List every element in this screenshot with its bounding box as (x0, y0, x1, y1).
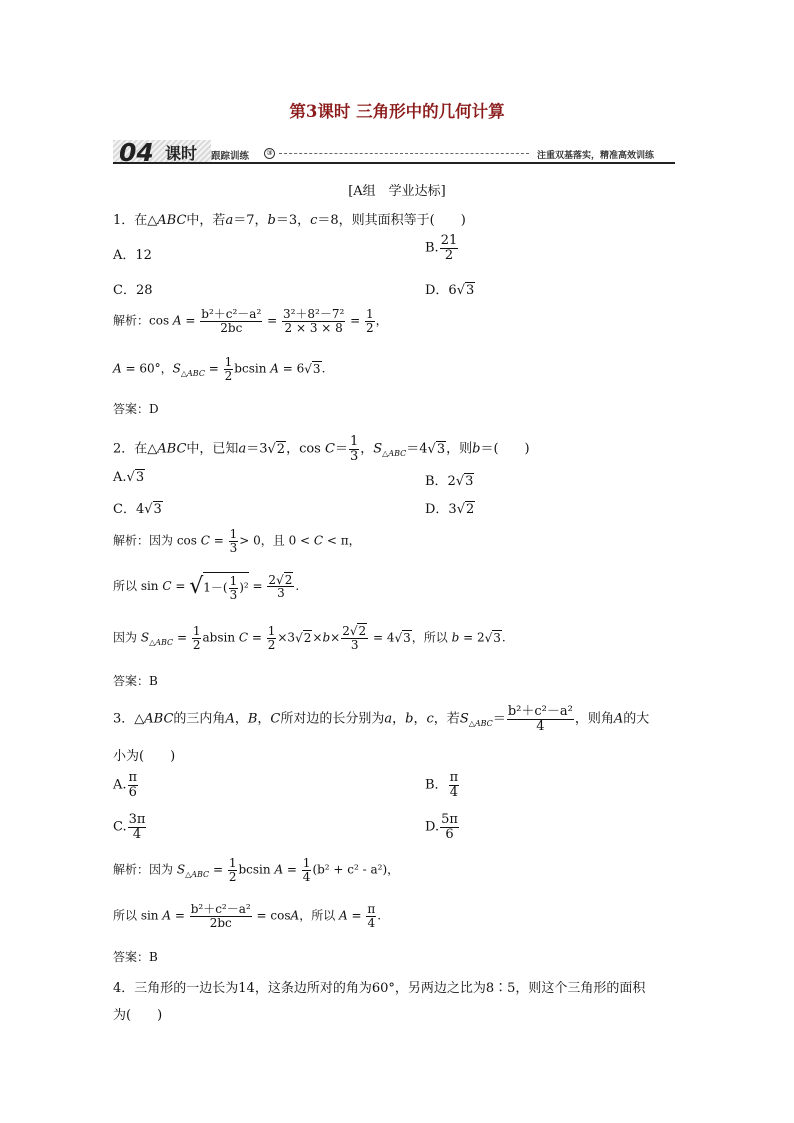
q3-solution-line2: 所以 sin A = $\frac{\text{b²＋c²－a²}}{2bc}$ = cosA，所以 A = $\frac{\pi}{4}$ . (113, 902, 382, 930)
page-title: 第3课时 三角形中的几何计算 (289, 102, 505, 121)
q1-answer: 答案：D (113, 402, 159, 416)
q1-option-d: D．6√3 (425, 283, 475, 298)
q1-solution-line1: 解析：cos A = $\frac{\text{b²＋c²－a²}}{2bc}$ = $\frac{\text{3²＋8²－7²}}{2 \times 3 \times 8}$ = $\frac{1}{2}$ ， (113, 307, 388, 335)
q2-answer: 答案：B (113, 674, 158, 688)
q2-solution-line2: 所以 sin C = √1－( $\frac{1}{3}$ )² = $\frac{2√2}{3}$ . (113, 572, 300, 602)
q3-option-d: D. $\frac{5\pi}{6}$ (425, 812, 458, 842)
banner-motto: 注重双基落实，精准高效训练 (537, 151, 655, 161)
section-heading: [A组 学业达标] (348, 184, 446, 199)
q2-option-a: A.√3 (113, 470, 145, 485)
q3-answer: 答案：B (113, 950, 158, 964)
q3-option-c: C. $\frac{3\pi}{4}$ (113, 812, 146, 842)
q4-stem-line2: 为( ) (113, 1008, 163, 1023)
q3-stem-line2: 小为( ) (113, 749, 176, 764)
banner-number: 04 (119, 138, 154, 167)
q1-option-b: B. $\frac{21}{2}$ (425, 233, 458, 263)
q2-option-d: D．3√2 (425, 502, 475, 517)
banner-rule (113, 162, 675, 164)
q1-solution-line2: A = 60°，$S_{\triangle ABC}$ = $\frac{1}{2}$ bcsin A = 6√3. (113, 355, 326, 383)
lesson-banner (113, 138, 675, 167)
circle-number-icon: ③ (264, 148, 275, 159)
q2-option-c: C．4√3 (113, 502, 162, 517)
q1-option-c: C．28 (113, 283, 153, 298)
q1-stem: 1．在△ABC中，若a＝7，b＝3，c＝8，则其面积等于( ) (113, 213, 466, 228)
q3-option-b: B． $\frac{\pi}{4}$ (425, 770, 459, 800)
q2-solution-line3: 因为 $S_{\triangle ABC}$ = $\frac{1}{2}$ absin C = $\frac{1}{2}$ ×3√2×b× $\frac{2√2}{3}$ = 4√3，所以 b = 2√3. (113, 624, 506, 652)
q1-option-a: A．12 (113, 248, 152, 263)
banner-subtitle: 跟踪训练 (211, 151, 250, 162)
q4-stem-line1: 4．三角形的一边长为14，这条边所对的角为60°，另两边之比为8∶5，则这个三角形的面积 (113, 981, 646, 996)
q3-stem-line1: 3．△ABC的三内角A，B，C所对边的长分别为a，b，c，若$S_{\triangle ABC}=$ $\frac{\text{b²＋c²－a²}}{4}$ ，则角A的大 (113, 704, 650, 734)
q2-stem: 2．在△ABC中，已知a＝3√2，cos C＝ $\frac{1}{3}$ ，$S_{\triangle ABC}=4√3$，则b＝( ) (113, 434, 530, 464)
banner-dashes (279, 153, 529, 154)
q3-solution-line1: 解析：因为 $S_{\triangle ABC}$ = $\frac{1}{2}$ bcsin A = $\frac{1}{4}$ (b² + c² - a²)， (113, 856, 400, 884)
q3-option-a: A. $\frac{\pi}{6}$ (113, 770, 138, 800)
q2-solution-line1: 解析：因为 cos C = $\frac{1}{3}$ > 0，且 0 < C < π， (113, 527, 361, 555)
banner-label: 课时 (165, 144, 198, 163)
q2-option-b: B．2√3 (425, 474, 474, 489)
